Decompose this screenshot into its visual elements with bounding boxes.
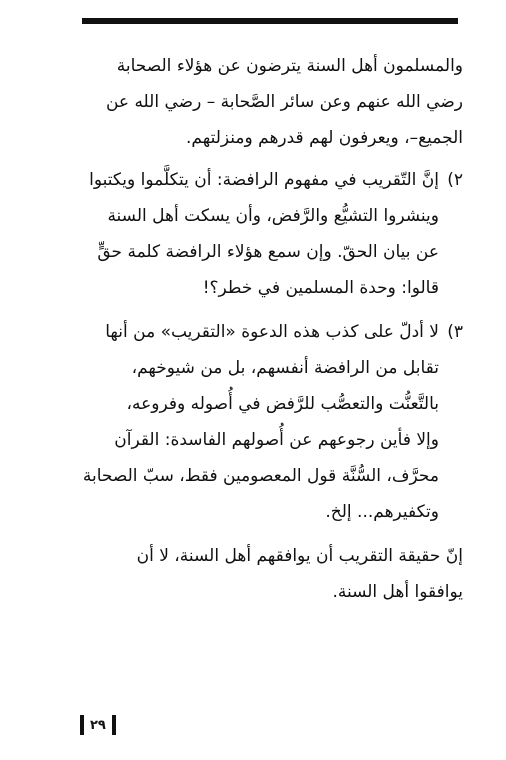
text-line: وتكفيرهم... إلخ. [325,502,439,522]
item-number: ٢) [447,170,463,190]
page-footer [80,714,116,736]
item-body [68,314,439,530]
text-line: والمسلمون أهل السنة يترضون عن هؤلاء الصحابة [116,56,463,76]
numbered-item-3 [68,314,463,530]
page-text [68,48,463,610]
closing-paragraph [68,538,463,610]
text-line: قالوا: وحدة المسلمين في خطر؟! [202,278,439,298]
text-line: وإلا فأين رجوعهم عن أُصولهم الفاسدة: القرآن [114,430,439,450]
footer-bar-right [112,715,116,735]
text-line: الجميع–، ويعرفون لهم قدرهم ومنزلتهم. [186,128,463,148]
text-line: إنَّ التّقريب في مفهوم الرافضة: أن يتكلَّموا ويكتبوا [89,170,439,190]
text-line: لا أدلّ على كذب هذه الدعوة «التقريب» من أنها [105,322,439,342]
text-line: وينشروا التشيُّع والرَّفض، وأن يسكت أهل السنة [107,206,439,226]
item-body [68,162,439,306]
text-line: تقابل من الرافضة أنفسهم، بل من شيوخهم، [131,358,439,378]
text-line: محرَّف، السُّنَّة قول المعصومين فقط، سبّ الصحابة [82,466,439,486]
page-number: ٢٩ [90,717,106,733]
text-line: يوافقوا أهل السنة. [332,582,463,602]
item-number: ٣) [447,322,463,342]
text-line: عن بيان الحقّ. وإن سمع هؤلاء الرافضة كلمة حقٍّ [97,242,439,262]
top-rule [82,18,458,24]
numbered-item-2 [68,162,463,306]
text-line: رضي الله عنهم وعن سائر الصَّحابة – رضي الله عن [105,92,463,112]
intro-paragraph [68,48,463,156]
text-line: بالتَّعنُّت والتعصُّب للرَّفض في أُصوله وفروعه، [126,394,439,414]
text-line: إنّ حقيقة التقريب أن يوافقهم أهل السنة، لا أن [136,546,463,566]
